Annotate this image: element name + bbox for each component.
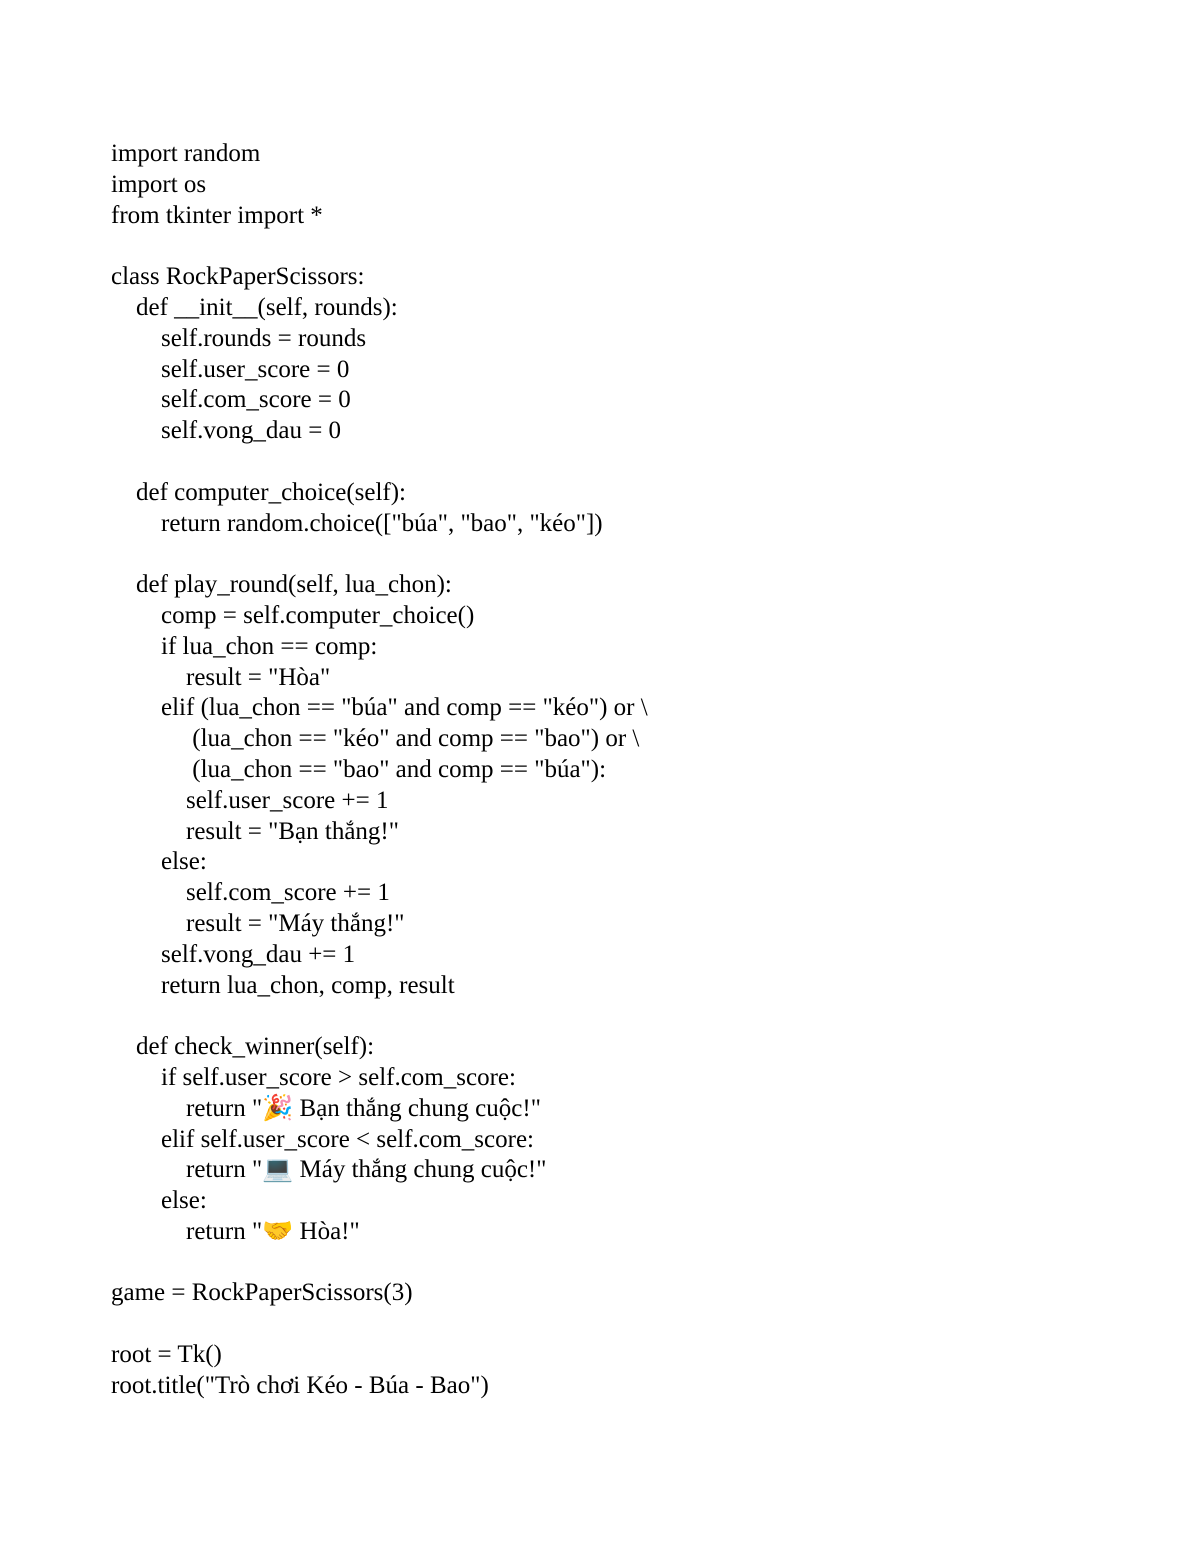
code-line: comp = self.computer_choice()	[111, 601, 475, 629]
code-line: self.vong_dau += 1	[111, 940, 356, 968]
code-line: self.rounds = rounds	[111, 324, 367, 352]
code-line: self.vong_dau = 0	[111, 417, 342, 445]
code-line	[111, 231, 1111, 262]
code-line: game = RockPaperScissors(3)	[111, 1279, 413, 1307]
code-line	[111, 1248, 1111, 1279]
code-line: self.user_score = 0	[111, 355, 350, 383]
code-line: elif self.user_score < self.com_score:	[111, 1125, 534, 1153]
code-line	[111, 1001, 1111, 1032]
code-line: root = Tk()	[111, 1341, 222, 1369]
code-line	[111, 447, 1111, 478]
code-line: return "🤝 Hòa!"	[111, 1217, 360, 1245]
code-line: result = "Hòa"	[111, 663, 331, 691]
code-line: return random.choice(["búa", "bao", "kéo"])	[111, 509, 603, 537]
code-line: from tkinter import *	[111, 201, 323, 229]
code-line: import random	[111, 140, 261, 167]
code-line: def play_round(self, lua_chon):	[111, 571, 452, 599]
code-line: import os	[111, 170, 207, 198]
code-line: return lua_chon, comp, result	[111, 971, 455, 999]
code-line: class RockPaperScissors:	[111, 263, 365, 291]
code-line: (lua_chon == "bao" and comp == "búa"):	[111, 755, 607, 783]
code-line: root.title("Trò chơi Kéo - Búa - Bao")	[111, 1371, 489, 1399]
code-line: result = "Máy thắng!"	[111, 909, 405, 937]
code-line: def __init__(self, rounds):	[111, 293, 398, 321]
code-line: self.user_score += 1	[111, 786, 389, 814]
code-line: elif (lua_chon == "búa" and comp == "kéo") or \	[111, 694, 648, 722]
code-line	[111, 539, 1111, 570]
code-line	[111, 1309, 1111, 1340]
code-line: if lua_chon == comp:	[111, 632, 378, 660]
code-line: result = "Bạn thắng!"	[111, 817, 399, 845]
code-line: def computer_choice(self):	[111, 478, 407, 506]
code-line: else:	[111, 848, 207, 876]
code-line: def check_winner(self):	[111, 1033, 375, 1061]
code-line: return "💻 Máy thắng chung cuộc!"	[111, 1156, 547, 1184]
code-line: (lua_chon == "kéo" and comp == "bao") or \	[111, 725, 640, 753]
code-line: self.com_score += 1	[111, 879, 390, 907]
code-line: return "🎉 Bạn thắng chung cuộc!"	[111, 1094, 541, 1122]
code-line: if self.user_score > self.com_score:	[111, 1063, 516, 1091]
code-line: self.com_score = 0	[111, 386, 351, 414]
code-listing	[111, 139, 1111, 1402]
code-line: else:	[111, 1187, 207, 1215]
